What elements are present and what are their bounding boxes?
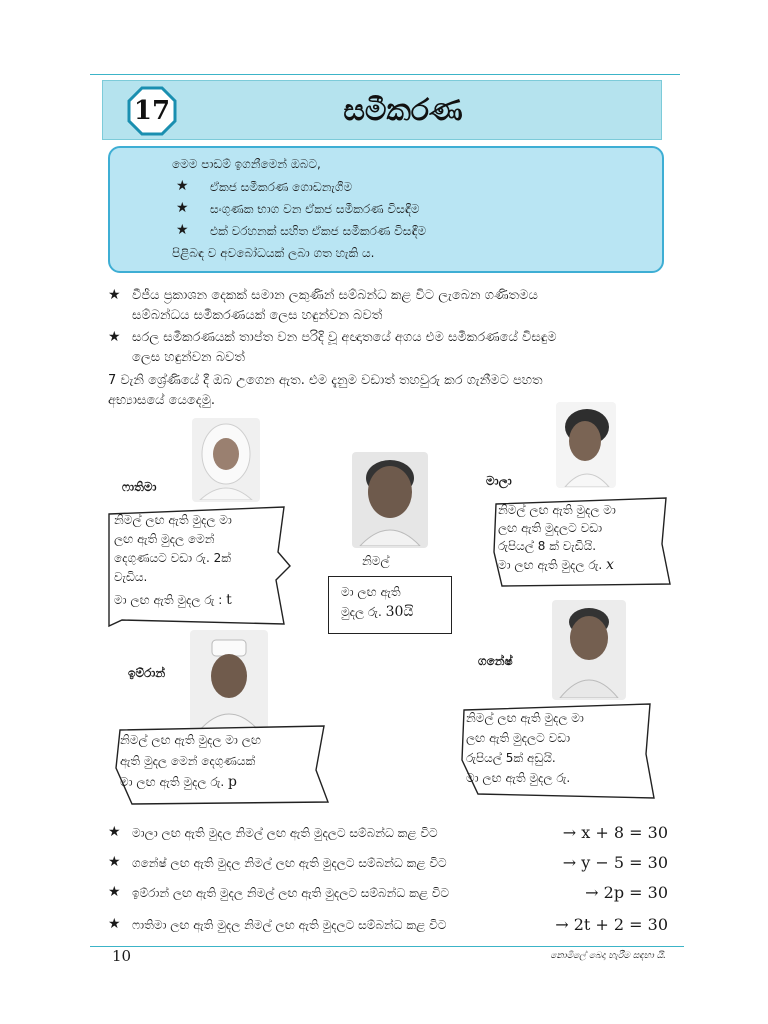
- bubble-text: මා ලඟ ඇති මුදල රු.: [498, 558, 603, 572]
- objectives-outro: පිළිබඳ ව අවබෝධයක් ලබා ගත හැකි ය.: [172, 246, 375, 260]
- star-icon: ★: [108, 824, 121, 840]
- person-icon: [354, 454, 426, 546]
- bubble-line: නිමල් ලඟ ඇති මුදල මා: [114, 513, 232, 527]
- bubble-line: ලඟ ඇති මුදලට වඩා: [466, 731, 571, 745]
- equation-row: [108, 822, 668, 844]
- footer-note: නොමිලේ බෙදා හැරීම සඳහා යි.: [550, 951, 666, 961]
- equation-row: [108, 882, 668, 904]
- bubble-text: මා ලඟ ඇති මුදල රු.: [120, 775, 225, 789]
- top-rule: [90, 74, 680, 75]
- bullet-2-line-2: ලෙස හඳුන්වන බවත්: [132, 350, 245, 365]
- person-icon: [557, 403, 615, 487]
- star-icon: ★: [108, 916, 121, 932]
- star-icon: ★: [176, 178, 189, 194]
- bubble-line: වැඩිය.: [114, 570, 148, 584]
- star-icon: ★: [176, 222, 189, 238]
- speech-bubble-imran: [112, 724, 332, 808]
- star-icon: ★: [108, 854, 121, 870]
- bubble-line: දෙගුණයට වඩා රු. 2ක්: [114, 551, 231, 565]
- photo-imran: [190, 630, 268, 734]
- bubble-line: රුපියල් 8 ක් වැඩියි.: [498, 539, 597, 553]
- nimal-line-1: මා ලඟ ඇති: [341, 585, 401, 599]
- bubble-line: නිමල් ලඟ ඇති මුදල මා ලඟ: [120, 733, 261, 747]
- bubble-line: රුපියල් 5ක් අඩුයි.: [466, 751, 556, 765]
- bullet-1-line-1: වීජීය ප්‍රකාශන දෙකක් සමාන ලකුණින් සම්බන්ධ කළ විට ලැබෙන ගණිතමය: [132, 288, 538, 303]
- photo-fathima: [192, 418, 260, 502]
- name-mala: මාලා: [486, 474, 512, 488]
- equation-formula: → 2p = 30: [585, 883, 668, 902]
- bubble-line: ඇති මුදල මෙන් දෙගුණයක්: [120, 754, 256, 768]
- variable-x: x: [606, 557, 614, 573]
- variable-t: t: [226, 592, 232, 608]
- bottom-rule: [90, 946, 684, 947]
- person-icon: [192, 632, 266, 732]
- bubble-last-line: [120, 774, 237, 791]
- person-icon: [554, 602, 624, 698]
- bubble-line: නිමල් ලඟ ඇති මුදල මා: [498, 503, 616, 517]
- page-number: 10: [112, 947, 132, 965]
- equation-text: ඉම්රාන් ලඟ ඇති මුදල නිමල් ලඟ ඇති මුදලට සම්බන්ධ කළ විට: [132, 886, 450, 900]
- intro-paragraph-line-1: 7 වැනි ශ්‍රේණියේ දී ඔබ උගෙන ඇත. එම දැනුම වඩාත් තහවුරු කර ගැනීමට පහත: [108, 373, 543, 388]
- photo-nimal: [352, 452, 428, 548]
- chapter-title-band: [102, 80, 662, 140]
- objectives-intro: මෙම පාඩම් ඉගනීමෙන් ඔබට,: [172, 157, 321, 171]
- star-icon: ★: [176, 200, 189, 216]
- star-icon: ★: [108, 884, 121, 900]
- speech-bubble-mala: [490, 494, 672, 590]
- equation-formula: → x + 8 = 30: [562, 823, 668, 842]
- person-icon: [196, 420, 256, 500]
- photo-ganesh: [552, 600, 626, 700]
- equation-text: ගනේෂ් ලඟ ඇති මුදල නිමල් ලඟ ඇති මුදලට සම්බන්ධ කළ විට: [132, 856, 447, 870]
- speech-bubble-ganesh: [458, 700, 658, 802]
- bubble-text: මා ලඟ ඇති මුදල රු :: [114, 593, 223, 607]
- equation-text: ෆාතිමා ලඟ ඇති මුදල නිමල් ලඟ ඇති මුදලට සම්බන්ධ කළ විට: [132, 918, 447, 932]
- objective-item: එක් වරහනක් සහිත ඒකජ සමීකරණ විසඳීම: [210, 224, 427, 238]
- star-icon: ★: [108, 287, 121, 303]
- nimal-line-2: [341, 603, 414, 621]
- bubble-last-line: [114, 592, 232, 609]
- speech-bubble-fathima: [106, 504, 292, 630]
- objective-item: ඒකජ සමීකරණ ගොඩනැගීම: [210, 180, 353, 194]
- star-icon: ★: [108, 329, 121, 345]
- variable-p: p: [228, 774, 237, 790]
- intro-paragraph-line-2: අභ්‍යාසයේ යෙදෙමු.: [108, 393, 215, 408]
- nimal-text: මුදල රු.: [341, 605, 382, 619]
- bubble-last-line: මා ලඟ ඇති මුදල රු.: [466, 771, 571, 785]
- name-imran: ඉම්රාන්: [128, 666, 166, 680]
- bullet-1-line-2: සම්බන්ධය සමීකරණයක් ලෙස හඳුන්වන බවත්: [132, 308, 383, 323]
- equation-formula: → 2t + 2 = 30: [555, 915, 668, 934]
- chapter-number-badge: [127, 86, 177, 136]
- equation-row: [108, 852, 668, 874]
- nimal-statement-box: [328, 576, 452, 634]
- name-ganesh: ගනේෂ්: [478, 654, 513, 668]
- photo-mala: [556, 402, 616, 488]
- bubble-line: ලඟ ඇති මුදලට වඩා: [498, 521, 603, 535]
- equation-formula: → y − 5 = 30: [562, 853, 668, 872]
- chapter-number: 17: [133, 96, 171, 126]
- bubble-last-line: [498, 557, 614, 574]
- name-fathima: ෆාතිමා: [122, 480, 157, 494]
- bullet-2-line-1: සරල සමීකරණයක් තාප්ත වන පරිදි වූ අඥාතයේ අගය එම සමීකරණයේ විසඳුම: [132, 330, 557, 345]
- objective-item: සංගුණක භාග වන ඒකජ සමීකරණ විසඳීම: [210, 202, 420, 216]
- nimal-amount: 30යි: [385, 604, 414, 620]
- bubble-line: ලඟ ඇති මුදල මෙන්: [114, 532, 215, 546]
- equation-text: මාලා ලඟ ඇති මුදල නිමල් ලඟ ඇති මුදලට සම්බන්ධ කළ විට: [132, 826, 438, 840]
- objectives-box: [108, 146, 664, 273]
- name-nimal: නිමල්: [362, 554, 390, 568]
- equation-row: [108, 914, 668, 936]
- bubble-line: නිමල් ලඟ ඇති මුදල මා: [466, 711, 584, 725]
- chapter-title: සමීකරණ: [343, 93, 463, 128]
